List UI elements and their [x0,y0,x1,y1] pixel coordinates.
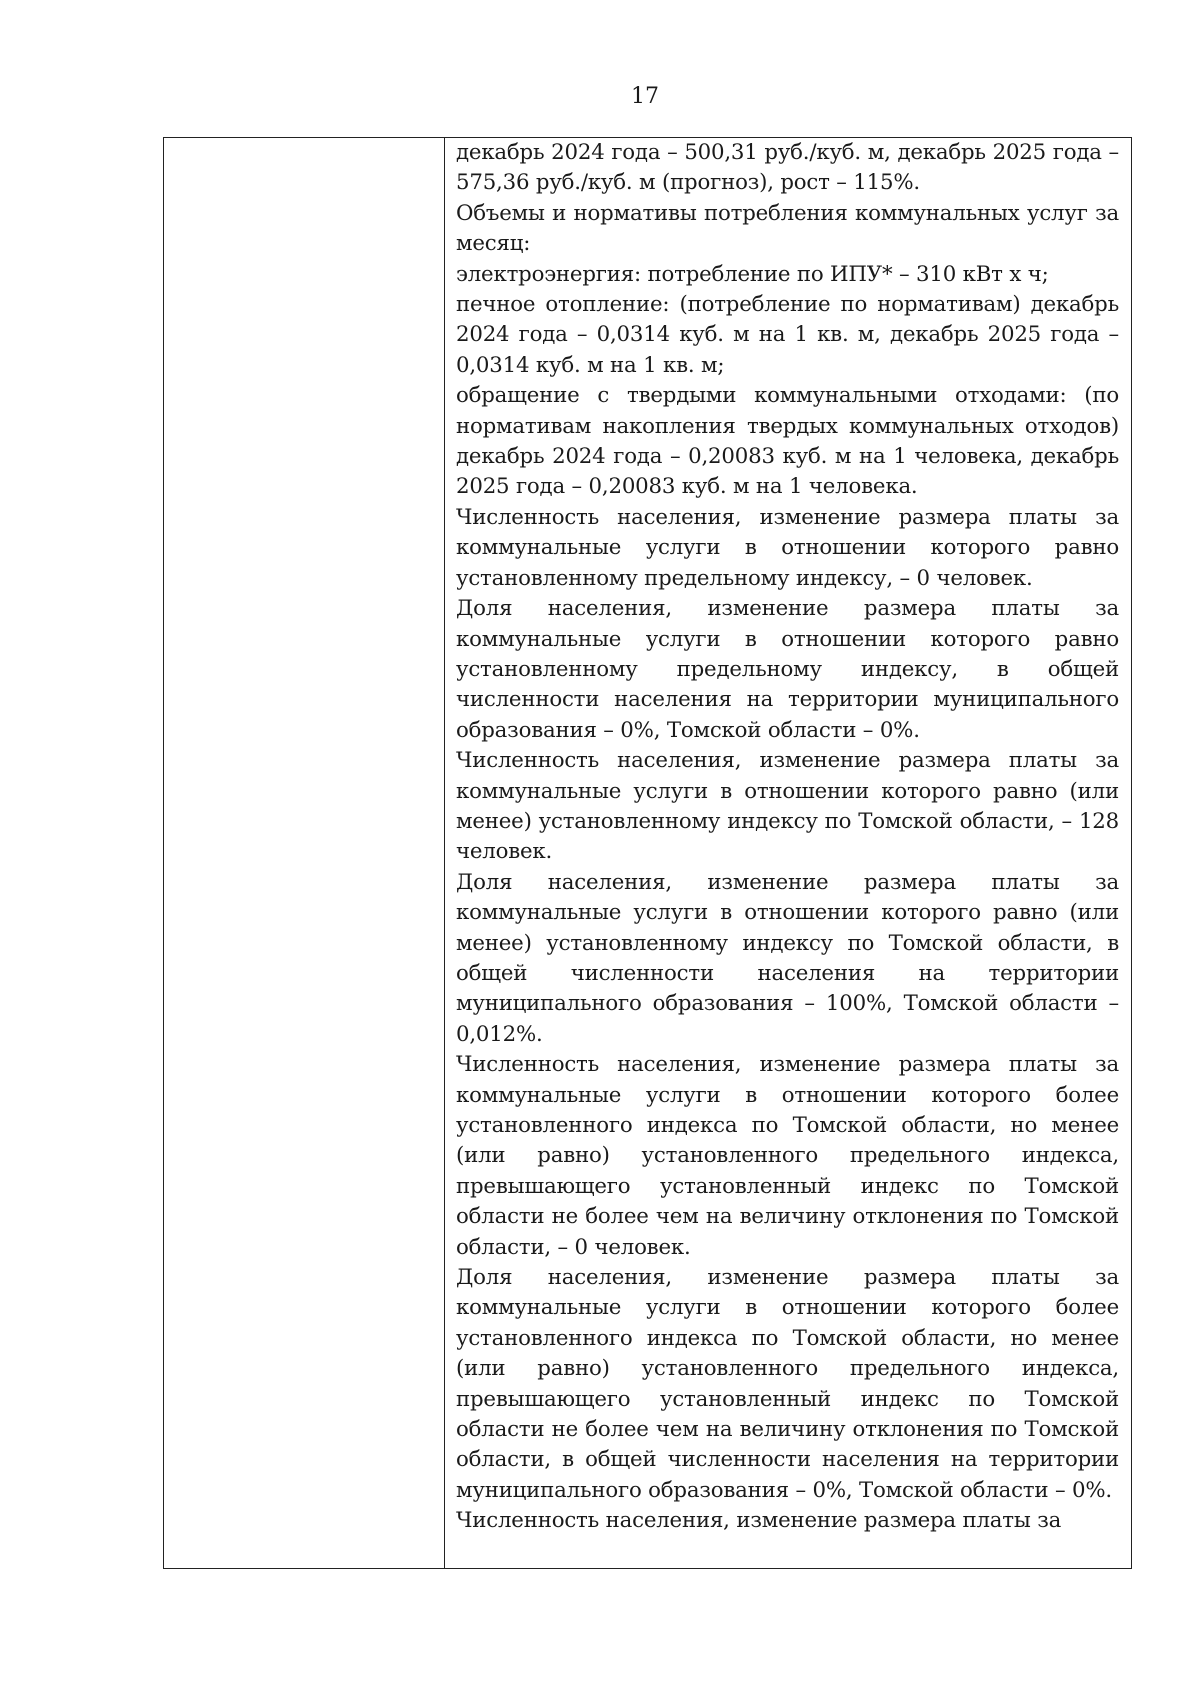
paragraph-population-equal-limit: Численность населения, изменение размера платы за коммунальные услуги в отношении которого равно установленному предельному индексу, – 0 человек. [456,504,1119,591]
content-table [163,137,1132,1569]
paragraph-share-le-index: Доля населения, изменение размера платы за коммунальные услуги в отношении которого равно (или менее) установленному индексу по Томской области, в общей численности населения на территории муниципального образования – 100%, Томской области – 0,012%. [456,869,1119,1047]
table-right-cell [445,138,1131,1568]
paragraph-volumes-heading: Объемы и нормативы потребления коммунальных услуг за месяц: [456,200,1119,257]
paragraph-population-continued: Численность населения, изменение размера платы за [456,1508,1062,1534]
paragraph-population-above-index: Численность населения, изменение размера платы за коммунальные услуги в отношении которого более установленного индекса по Томской области, но менее (или равно) установленного предельного индекса, превышающего установленный индекс по Томской области не более чем на величину отклонения по Томской области, – 0 человек. [456,1052,1119,1260]
paragraph-share-above-index: Доля населения, изменение размера платы за коммунальные услуги в отношении которого более установленного индекса по Томской области, но менее (или равно) установленного предельного индекса, превышающего установленный индекс по Томской области не более чем на величину отклонения по Томской области, в общей численности населения на территории муниципального образования – 0%, Томской области – 0%. [456,1265,1119,1503]
paragraph-population-le-index: Численность населения, изменение размера платы за коммунальные услуги в отношении которого равно (или менее) установленному индексу по Томской области, – 128 человек. [456,748,1119,865]
page-number: 17 [631,84,659,109]
table-left-cell [164,138,445,1568]
paragraph-solid-waste: обращение с твердыми коммунальными отходами: (по нормативам накопления твердых коммунальных отходов) декабрь 2024 года – 0,20083 куб. м на 1 человека, декабрь 2025 года – 0,20083 куб. м на 1 человека. [456,383,1119,500]
paragraph-electricity: электроэнергия: потребление по ИПУ* – 310 кВт х ч; [456,261,1049,287]
paragraph-water-tariff: декабрь 2024 года – 500,31 руб./куб. м, декабрь 2025 года – 575,36 руб./куб. м (прогноз), рост – 115%. [456,140,1119,196]
paragraph-stove-heating: печное отопление: (потребление по нормативам) декабрь 2024 года – 0,0314 куб. м на 1 кв. м, декабрь 2025 года – 0,0314 куб. м на 1 кв. м; [456,292,1119,378]
paragraph-share-equal-limit: Доля населения, изменение размера платы за коммунальные услуги в отношении которого равно установленному предельному индексу, в общей численности населения на территории муниципального образования – 0%, Томской области – 0%. [456,596,1119,743]
